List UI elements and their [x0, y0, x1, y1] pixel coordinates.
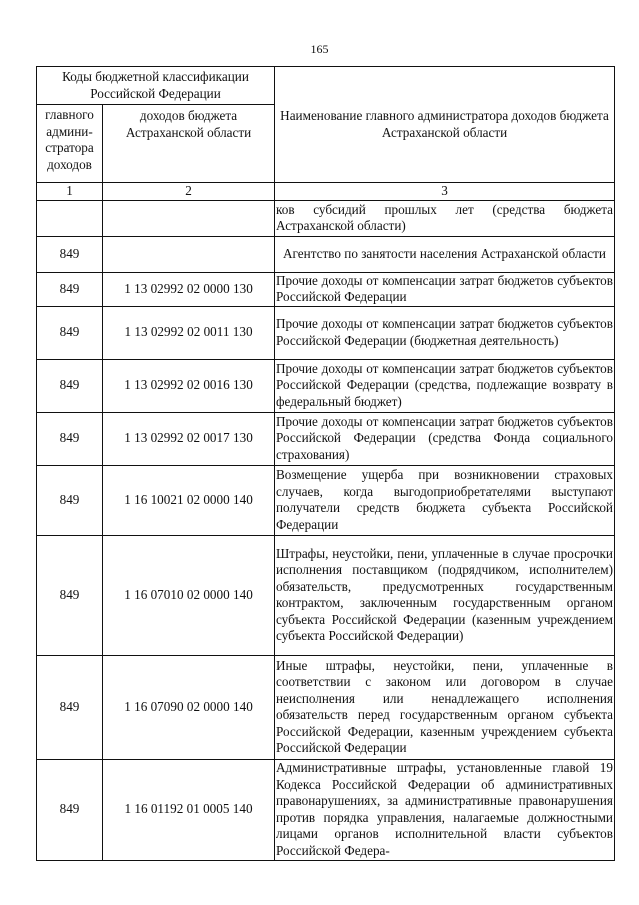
table-row: [37, 306, 615, 359]
revenue-code-cell: [103, 236, 275, 272]
administrator-code-cell: 849: [37, 412, 103, 465]
revenue-code-cell: 1 16 01192 01 0005 140: [103, 759, 275, 860]
revenue-name-cell: Прочие доходы от компенсации затрат бюджетов субъектов Российской Федерации: [275, 272, 615, 306]
revenue-name-cell: ков субсидий прошлых лет (средства бюджета Астраханской области): [275, 200, 615, 236]
administrator-code-cell: 849: [37, 306, 103, 359]
revenue-name-cell: Возмещение ущерба при возникновении страховых случаев, когда выгодоприобретателями выступают получатели средств бюджета субъекта Российской Федерации: [275, 465, 615, 535]
column-number-3: 3: [275, 183, 615, 201]
administrator-code-cell: 849: [37, 272, 103, 306]
administrator-code-cell: 849: [37, 655, 103, 759]
table-row: [37, 236, 615, 272]
budget-classification-table: [36, 66, 615, 861]
revenue-name-cell: Прочие доходы от компенсации затрат бюджетов субъектов Российской Федерации (средства, подлежащие возврату в федеральный бюджет): [275, 359, 615, 412]
header-codes-group: Коды бюджетной классификации Российской Федерации: [37, 67, 275, 105]
revenue-code-cell: 1 16 10021 02 0000 140: [103, 465, 275, 535]
revenue-code-cell: [103, 200, 275, 236]
revenue-code-cell: 1 13 02992 02 0011 130: [103, 306, 275, 359]
administrator-code-cell: 849: [37, 236, 103, 272]
revenue-name-cell: Административные штрафы, установленные главой 19 Кодекса Российской Федерации об административных правонарушениях, за административные правонарушения против порядка управления, налагаемые должностными лицами органов исполнительной власти субъектов Российской Федера-: [275, 759, 615, 860]
administrator-code-cell: 849: [37, 759, 103, 860]
revenue-code-cell: 1 16 07010 02 0000 140: [103, 535, 275, 655]
header-budget-revenues: доходов бюджета Астраханской области: [103, 105, 275, 183]
revenue-code-cell: 1 13 02992 02 0000 130: [103, 272, 275, 306]
administrator-code-cell: [37, 200, 103, 236]
header-chief-administrator: главного админи-стратора доходов: [37, 105, 103, 183]
table-row: [37, 412, 615, 465]
table-row: [37, 200, 615, 236]
revenue-name-cell: Прочие доходы от компенсации затрат бюджетов субъектов Российской Федерации (бюджетная деятельность): [275, 306, 615, 359]
column-numbers-row: [37, 183, 615, 201]
revenue-code-cell: 1 13 02992 02 0016 130: [103, 359, 275, 412]
revenue-code-cell: 1 16 07090 02 0000 140: [103, 655, 275, 759]
table-row: [37, 359, 615, 412]
column-number-1: 1: [37, 183, 103, 201]
administrator-code-cell: 849: [37, 535, 103, 655]
revenue-name-cell: Агентство по занятости населения Астраханской области: [275, 236, 615, 272]
column-number-2: 2: [103, 183, 275, 201]
table-row: [37, 759, 615, 860]
revenue-name-cell: Прочие доходы от компенсации затрат бюджетов субъектов Российской Федерации (средства Фонда социального страхования): [275, 412, 615, 465]
page-number: 165: [310, 42, 329, 56]
administrator-code-cell: 849: [37, 359, 103, 412]
table-row: [37, 465, 615, 535]
administrator-code-cell: 849: [37, 465, 103, 535]
table-row: [37, 272, 615, 306]
revenue-code-cell: 1 13 02992 02 0017 130: [103, 412, 275, 465]
header-administrator-name: Наименование главного администратора доходов бюджета Астраханской области: [275, 67, 615, 183]
revenue-name-cell: Иные штрафы, неустойки, пени, уплаченные в соответствии с законом или договором в случае неисполнения или ненадлежащего исполнения обязательств перед государственным органом субъекта Российской Федерации, казенным учреждением субъекта Российской Федерации: [275, 655, 615, 759]
table-row: [37, 655, 615, 759]
table-row: [37, 535, 615, 655]
revenue-name-cell: Штрафы, неустойки, пени, уплаченные в случае просрочки исполнения поставщиком (подрядчиком, исполнителем) обязательств, предусмотренных государственным контрактом, заключенным государственным органом субъекта Российской Федерации (казенным учреждением субъекта Российской Федерации): [275, 535, 615, 655]
